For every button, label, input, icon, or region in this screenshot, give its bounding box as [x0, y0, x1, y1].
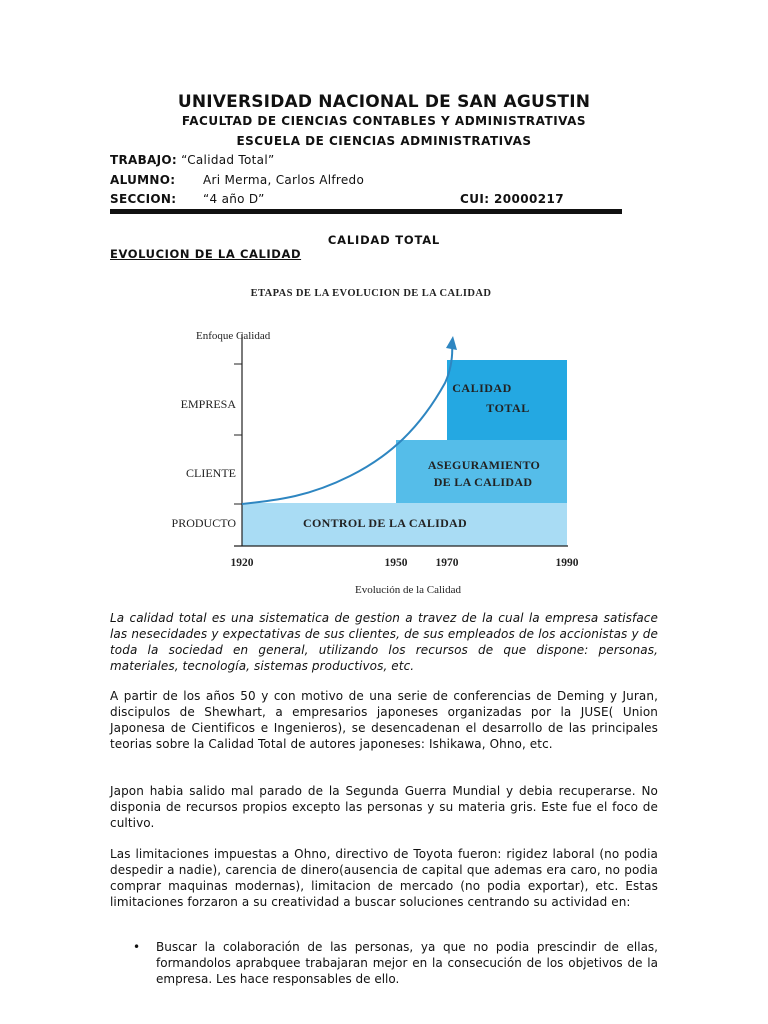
- calidad-total-line1: CALIDAD: [452, 381, 512, 395]
- trabajo-row: [110, 153, 274, 167]
- bullet-item-collaboration: Buscar la colaboración de las personas, ya que no podia prescindir de ellas, formandolos aprabquee trabajaran mejor en la consecución de los objetivos de la empresa. Les hace responsables de ello.: [156, 940, 658, 986]
- paragraph-ohno: Las limitaciones impuestas a Ohno, directivo de Toyota fueron: rigidez laboral (no podia despedir a nadie), carencia de dinero(ausencia de capital que ademas era caro, no podia comprar maquinas modernas), limitacion de mercado (no podia exportar), etc. Estas limitaciones forzaron a su creatividad a buscar soluciones centrando su actividad en:: [110, 847, 658, 909]
- y-axis-label: Enfoque Calidad: [196, 330, 271, 342]
- section-subtitle: EVOLUCION DE LA CALIDAD: [110, 247, 302, 261]
- x-axis-label: Evolución de la Calidad: [355, 584, 461, 596]
- x-tick-1950: 1950: [384, 557, 408, 569]
- paragraph-definition: La calidad total es una sistematica de gestion a travez de la cual la empresa satisface las nesecidades y expectativas de sus clientes, de sus empleados de los accionistas y de toda la sociedad en general, utilizando los recursos de que dispone: personas, materiales, tecnología, sistemas productivos, etc.: [110, 611, 658, 673]
- bullet-mark: •: [133, 940, 141, 954]
- paragraph-japan: Japon habia salido mal parado de la Segunda Guerra Mundial y debia recuperarse. No disponia de recursos propios excepto las personas y su materia gris. Este fue el foco de cultivo.: [110, 784, 658, 830]
- calidad-total-line2: TOTAL: [486, 401, 530, 415]
- alumno-row: [110, 173, 365, 187]
- trabajo-value: “Calidad Total”: [181, 153, 275, 167]
- control-label: CONTROL DE LA CALIDAD: [303, 516, 467, 530]
- faculty-title: FACULTAD DE CIENCIAS CONTABLES Y ADMINISTRATIVAS: [181, 114, 587, 128]
- university-title: UNIVERSIDAD NACIONAL DE SAN AGUSTIN: [177, 92, 591, 112]
- aseguramiento-line1: ASEGURAMIENTO: [427, 458, 541, 472]
- seccion-label: SECCION:: [110, 192, 177, 206]
- paragraph-history: A partir de los años 50 y con motivo de una serie de conferencias de Deming y Juran, discipulos de Shewhart, a empresarios japoneses organizadas por la JUSE( Union Japonesa de Cientificos e Ingenieros), se desencadenan el desarrollo de las principales teorias sobre la Calidad Total de autores japoneses: Ishikawa, Ohno, etc.: [110, 689, 658, 751]
- header-divider: [110, 209, 622, 214]
- alumno-value: Ari Merma, Carlos Alfredo: [203, 173, 365, 187]
- calidad-total-box: [447, 360, 567, 440]
- y-level-producto: PRODUCTO: [171, 516, 236, 530]
- x-tick-1970: 1970: [435, 557, 459, 569]
- y-level-empresa: EMPRESA: [180, 397, 236, 411]
- school-title: ESCUELA DE CIENCIAS ADMINISTRATIVAS: [236, 134, 532, 148]
- y-level-cliente: CLIENTE: [186, 466, 236, 480]
- seccion-value: “4 año D”: [203, 192, 265, 206]
- alumno-label: ALUMNO:: [110, 173, 176, 187]
- cui-value: CUI: 20000217: [460, 192, 564, 206]
- diagram-title: ETAPAS DE LA EVOLUCION DE LA CALIDAD: [250, 288, 492, 299]
- seccion-row: [110, 192, 265, 206]
- section-title: CALIDAD TOTAL: [327, 233, 441, 247]
- aseguramiento-line2: DE LA CALIDAD: [433, 475, 533, 489]
- quality-evolution-diagram: [150, 278, 610, 600]
- x-tick-1990: 1990: [555, 557, 579, 569]
- x-tick-1920: 1920: [230, 557, 254, 569]
- curve-arrowhead: [446, 336, 457, 350]
- trabajo-label: TRABAJO:: [110, 153, 178, 167]
